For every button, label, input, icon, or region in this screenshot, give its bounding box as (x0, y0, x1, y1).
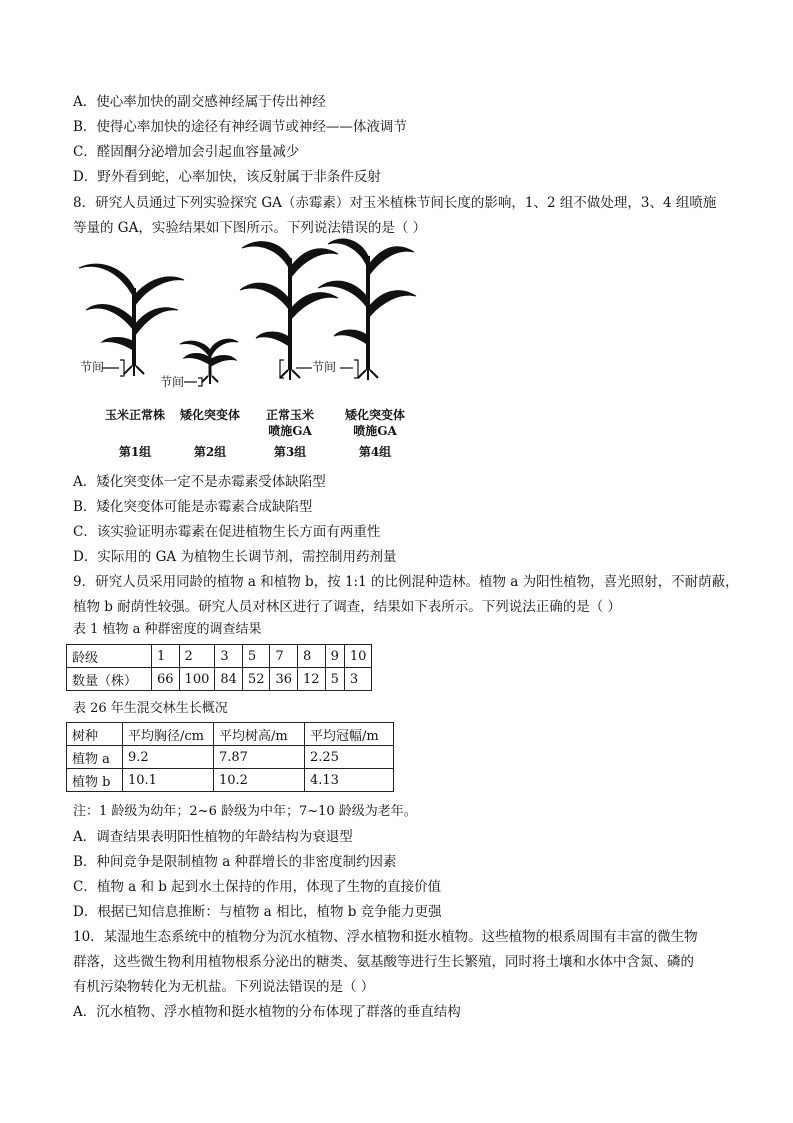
q8-option-a: A．矮化突变体一定不是赤霉素受体缺陷型 (73, 474, 326, 490)
table-cell: 龄级 (67, 645, 152, 668)
q9-option-a: A．调查结果表明阳性植物的年龄结构为衰退型 (73, 829, 353, 845)
q7-option-b: B．使得心率加快的途径有神经调节或神经——体液调节 (73, 119, 407, 135)
internode-bracket-1 (120, 360, 124, 376)
group-1-label: 第1组 (118, 445, 152, 459)
table-cell: 树种 (67, 723, 123, 746)
group-2-name: 矮化突变体 (179, 408, 240, 422)
table1-title: 表 1 植物 a 种群密度的调查结果 (73, 622, 262, 637)
group-4-name: 矮化突变体 (344, 408, 405, 422)
q10-option-a: A．沉水植物、浮水植物和挺水植物的分布体现了群落的垂直结构 (73, 1004, 461, 1020)
plant-2-dwarf (180, 339, 238, 384)
q7-option-a: A．使心率加快的副交感神经属于传出神经 (73, 94, 326, 110)
q7-option-c: C．醛固酮分泌增加会引起血容量减少 (73, 144, 300, 160)
corn-plants-figure (72, 238, 422, 470)
q8-option-d: D．实际用的 GA 为植物生长调节剂，需控制用药剂量 (73, 549, 397, 565)
table-cell: 10.2 (214, 769, 305, 792)
q10-stem-line2: 群落，这些微生物利用植物根系分泌出的糖类、氨基酸等进行生长繁殖，同时将土壤和水体中含氮、磷的 (73, 954, 694, 970)
table-cell: 52 (242, 668, 270, 691)
table-cell: 平均胸径/cm (123, 723, 214, 746)
q8-stem-line1: 8．研究人员通过下列实验探究 GA（赤霉素）对玉米植株节间长度的影响，1、2 组不做处理，3、4 组喷施 (73, 195, 717, 211)
table-cell: 5 (325, 668, 344, 691)
table-cell: 5 (242, 645, 270, 668)
table-cell: 3 (344, 668, 372, 691)
internode-label-1: 节间 (80, 360, 105, 374)
q8-option-b: B．矮化突变体可能是赤霉素合成缺陷型 (73, 499, 313, 515)
plant-4-dwarf-ga (318, 239, 416, 380)
table-cell: 9 (325, 645, 344, 668)
table-cell: 平均树高/m (214, 723, 305, 746)
internode-label-2: 节间 (160, 375, 185, 389)
table-cell: 数量（株） (67, 668, 152, 691)
q8-option-c: C．该实验证明赤霉素在促进植物生长方面有两重性 (73, 524, 381, 540)
table-cell: 66 (152, 668, 180, 691)
table-cell: 植物 b (67, 769, 123, 792)
table-row (67, 746, 394, 769)
table-row (67, 769, 394, 792)
q9-note: 注：1 龄级为幼年；2~6 龄级为中年；7~10 龄级为老年。 (73, 804, 417, 819)
q9-option-b: B．种间竞争是限制植物 a 种群增长的非密度制约因素 (73, 854, 397, 870)
group-1-name: 玉米正常株 (104, 408, 165, 422)
table-cell: 8 (298, 645, 326, 668)
group-3-sub: 喷施GA (268, 424, 312, 438)
q7-option-d: D．野外看到蛇，心率加快，该反射属于非条件反射 (73, 169, 381, 185)
table-cell: 7.87 (214, 746, 305, 769)
table-cell: 植物 a (67, 746, 123, 769)
q9-option-d: D．根据已知信息推断：与植物 a 相比，植物 b 竞争能力更强 (73, 904, 442, 920)
table2-title: 表 26 年生混交林生长概况 (73, 701, 228, 716)
q10-stem-line1: 10．某湿地生态系统中的植物分为沉水植物、浮水植物和挺水植物。这些植物的根系周围有丰富的微生物 (73, 929, 698, 945)
table2-mixed-forest (66, 722, 394, 792)
internode-bracket-4 (354, 360, 358, 378)
q9-option-c: C．植物 a 和 b 起到水土保持的作用，体现了生物的直接价值 (73, 879, 442, 895)
table-cell: 100 (179, 668, 215, 691)
internode-label-4: 节间 (312, 360, 337, 374)
group-4-sub: 喷施GA (353, 424, 397, 438)
q10-stem-line3: 有机污染物转化为无机盐。下列说法错误的是（ ） (73, 979, 375, 995)
group-3-label: 第3组 (273, 445, 307, 459)
table-cell: 36 (270, 668, 298, 691)
table-cell: 10 (344, 645, 372, 668)
table-cell: 2.25 (305, 746, 394, 769)
internode-bracket-2 (198, 378, 202, 386)
table-row (67, 723, 394, 746)
table-cell: 7 (270, 645, 298, 668)
table-row (67, 645, 372, 668)
table-cell: 9.2 (123, 746, 214, 769)
table1-population-density (66, 644, 372, 691)
table-cell: 4.13 (305, 769, 394, 792)
table-cell: 2 (179, 645, 215, 668)
table-cell: 3 (215, 645, 243, 668)
table-row (67, 668, 372, 691)
group-4-label: 第4组 (358, 445, 392, 459)
q9-stem-line1: 9．研究人员采用同龄的植物 a 和植物 b，按 1:1 的比例混种造林。植物 a 为阳性植物，喜光照射，不耐荫蔽， (73, 574, 739, 590)
group-3-name: 正常玉米 (265, 408, 314, 422)
q9-stem-line2: 植物 b 耐荫性较强。研究人员对林区进行了调查，结果如下表所示。下列说法正确的是（ ） (73, 599, 622, 615)
table-cell: 10.1 (123, 769, 214, 792)
table-cell: 平均冠幅/m (305, 723, 394, 746)
q8-stem-line2: 等量的 GA，实验结果如下图所示。下列说法错误的是（ ） (73, 220, 427, 236)
table-cell: 12 (298, 668, 326, 691)
group-2-label: 第2组 (193, 445, 227, 459)
table-cell: 84 (215, 668, 243, 691)
table-cell: 1 (152, 645, 180, 668)
